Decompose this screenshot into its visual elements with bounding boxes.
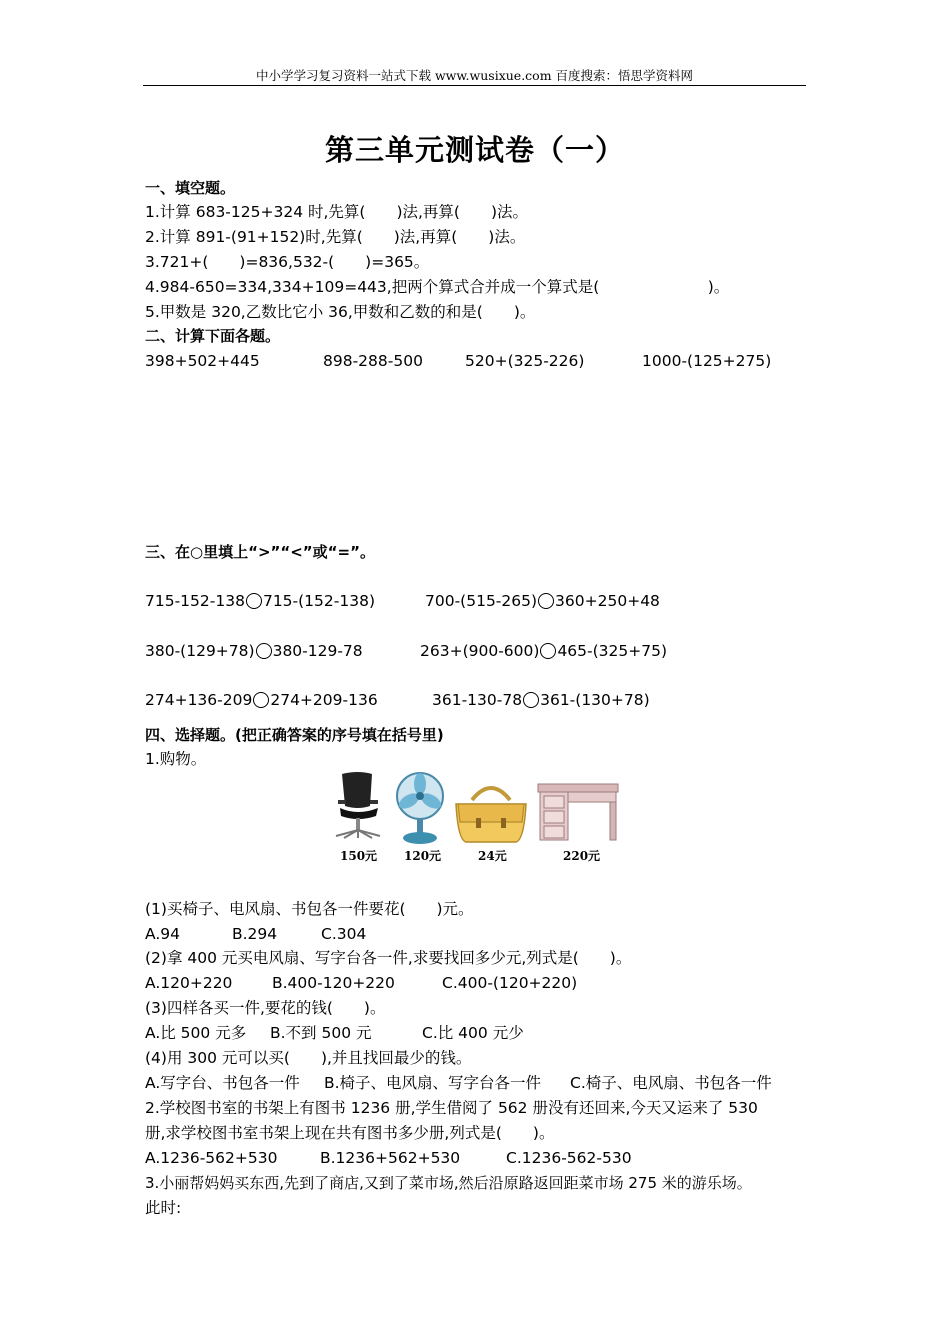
sub3-option-c: C.比 400 元少 <box>422 1024 524 1042</box>
question-3-line1: 3.小丽帮妈妈买东西,先到了商店,又到了菜市场,然后沿原路返回距菜市场 275 米的游乐场。 <box>145 1174 752 1192</box>
answer-circle[interactable] <box>523 692 539 708</box>
fan-price: 120元 <box>404 849 442 863</box>
compare-5-left: 274+136-209 <box>145 691 253 709</box>
sub2-option-a: A.120+220 <box>145 974 233 992</box>
sub3-option-a: A.比 500 元多 <box>145 1024 247 1042</box>
desk-price: 220元 <box>563 849 601 863</box>
sub3-option-b: B.不到 500 元 <box>270 1024 372 1042</box>
answer-circle[interactable] <box>538 593 554 609</box>
compare-2-right: 360+250+48 <box>555 592 660 610</box>
bag-illustration <box>452 782 530 844</box>
sub4-option-b: B.椅子、电风扇、写字台各一件 <box>324 1074 542 1092</box>
compare-4-right: 465-(325+75) <box>557 642 668 660</box>
answer-circle[interactable] <box>253 692 269 708</box>
sub1-option-b: B.294 <box>232 925 278 943</box>
sub-question-3: (3)四样各买一件,要花的钱( )。 <box>145 999 386 1017</box>
page-header: 中小学学习复习资料一站式下载 www.wusixue.com 百度搜索：悟思学资料网 <box>255 68 694 83</box>
sub4-option-c: C.椅子、电风扇、书包各一件 <box>570 1074 772 1092</box>
page-title: 第三单元测试卷（一） <box>324 133 625 167</box>
compare-3-left: 380-(129+78) <box>145 642 255 660</box>
compare-1 <box>145 591 375 611</box>
fill-item-5: 5.甲数是 320,乙数比它小 36,甲数和乙数的和是( )。 <box>145 303 536 321</box>
compare-2 <box>425 591 660 611</box>
q2-option-a: A.1236-562+530 <box>145 1149 278 1167</box>
calc-problem-3: 520+(325-226) <box>465 352 585 370</box>
answer-circle[interactable] <box>246 593 262 609</box>
section4-heading: 四、选择题。(把正确答案的序号填在括号里) <box>145 726 444 744</box>
desk-illustration <box>536 780 620 844</box>
section3-heading: 三、在○里填上“>”“<”或“=”。 <box>145 543 375 561</box>
q2-option-b: B.1236+562+530 <box>320 1149 461 1167</box>
compare-5 <box>145 690 378 710</box>
calc-problem-4: 1000-(125+275) <box>642 352 772 370</box>
q2-option-c: C.1236-562-530 <box>506 1149 632 1167</box>
chair-price: 150元 <box>340 849 378 863</box>
question-2-line1: 2.学校图书室的书架上有图书 1236 册,学生借阅了 562 册没有还回来,今天又运来了 530 <box>145 1099 758 1117</box>
compare-3 <box>145 641 363 661</box>
compare-4-left: 263+(900-600) <box>420 642 540 660</box>
compare-6-right: 361-(130+78) <box>540 691 650 709</box>
compare-6-left: 361-130-78 <box>432 691 523 709</box>
question-1-label: 1.购物。 <box>145 750 207 768</box>
bag-price: 24元 <box>478 849 507 863</box>
fill-item-1: 1.计算 683-125+324 时,先算( )法,再算( )法。 <box>145 203 529 221</box>
answer-circle[interactable] <box>256 643 272 659</box>
question-2-line2: 册,求学校图书室书架上现在共有图书多少册,列式是( )。 <box>145 1124 555 1142</box>
sub-question-1: (1)买椅子、电风扇、书包各一件要花( )元。 <box>145 900 474 918</box>
section1-heading: 一、填空题。 <box>145 179 236 197</box>
compare-5-right: 274+209-136 <box>270 691 378 709</box>
compare-1-left: 715-152-138 <box>145 592 245 610</box>
compare-2-left: 700-(515-265) <box>425 592 538 610</box>
fan-illustration <box>392 770 448 846</box>
sub1-option-c: C.304 <box>321 925 367 943</box>
compare-1-right: 715-(152-138) <box>262 592 375 610</box>
compare-3-right: 380-129-78 <box>272 642 363 660</box>
question-3-line2: 此时: <box>145 1199 182 1217</box>
calc-problem-1: 398+502+445 <box>145 352 260 370</box>
fill-item-2: 2.计算 891-(91+152)时,先算( )法,再算( )法。 <box>145 228 526 246</box>
fill-item-3: 3.721+( )=836,532-( )=365。 <box>145 253 430 271</box>
chair-illustration <box>328 770 388 842</box>
calc-problem-2: 898-288-500 <box>323 352 423 370</box>
sub4-option-a: A.写字台、书包各一件 <box>145 1074 300 1092</box>
sub-question-2: (2)拿 400 元买电风扇、写字台各一件,求要找回多少元,列式是( )。 <box>145 949 632 967</box>
sub-question-4: (4)用 300 元可以买( ),并且找回最少的钱。 <box>145 1049 472 1067</box>
sub2-option-c: C.400-(120+220) <box>442 974 578 992</box>
compare-4 <box>420 641 667 661</box>
fill-item-4: 4.984-650=334,334+109=443,把两个算式合并成一个算式是( )。 <box>145 278 730 296</box>
header-divider <box>143 85 806 86</box>
compare-6 <box>432 690 650 710</box>
sub1-option-a: A.94 <box>145 925 180 943</box>
section2-heading: 二、计算下面各题。 <box>145 327 281 345</box>
sub2-option-b: B.400-120+220 <box>272 974 395 992</box>
answer-circle[interactable] <box>540 643 556 659</box>
